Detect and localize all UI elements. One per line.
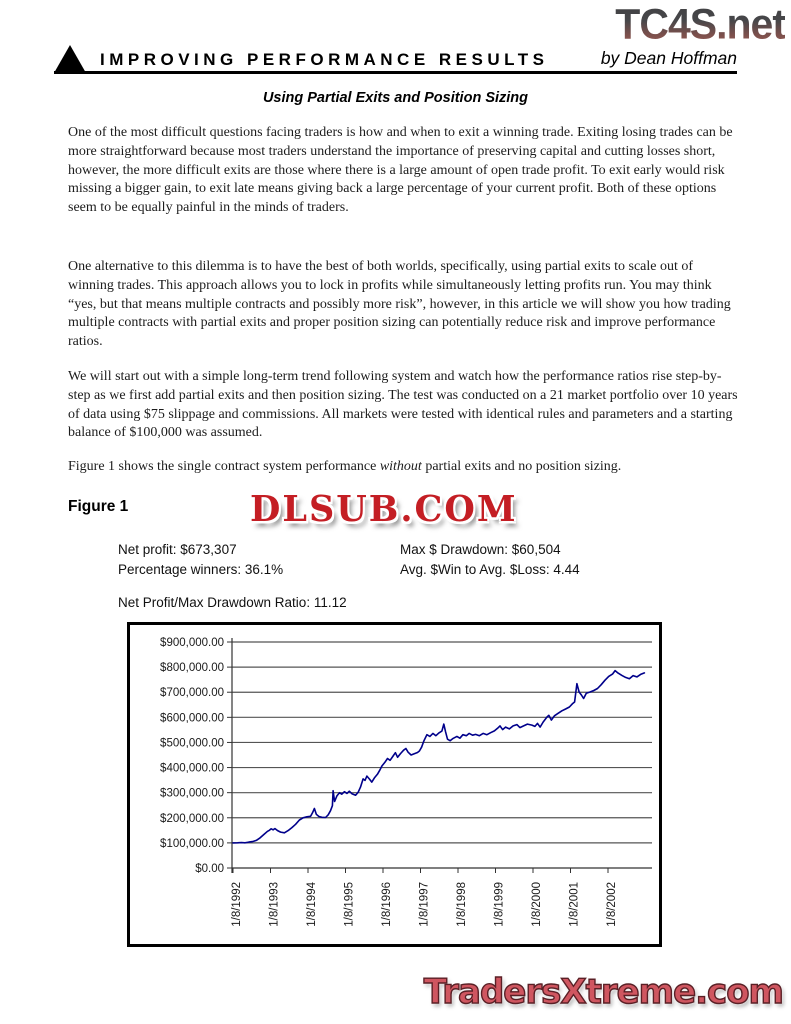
stat-avg-win-loss: Avg. $Win to Avg. $Loss: 4.44: [400, 562, 580, 577]
svg-text:$300,000.00: $300,000.00: [160, 787, 224, 800]
svg-text:1/8/1998: 1/8/1998: [456, 882, 469, 927]
svg-text:1/8/1996: 1/8/1996: [381, 882, 394, 927]
svg-text:$100,000.00: $100,000.00: [160, 837, 224, 850]
figure-note-pre: Figure 1 shows the single contract system performance: [68, 459, 380, 474]
paragraph-3: We will start out with a simple long-term trend following system and watch how the performance ratios rise step-by-step as we first add partial exits and then position sizing. The test was conducted on a 21 market portfolio over 10 years of data using $75 slippage and commissions. All markets were tested with identical rules and parameters and a starting balance of $100,000 was assumed.: [68, 369, 738, 441]
stat-pct-winners: Percentage winners: 36.1%: [118, 562, 284, 577]
stat-net-profit: Net profit: $673,307: [118, 542, 237, 557]
svg-text:$900,000.00: $900,000.00: [160, 637, 224, 649]
figure-stats: [118, 540, 678, 580]
triangle-icon: [54, 45, 86, 73]
stat-ratio: Net Profit/Max Drawdown Ratio: 11.12: [118, 595, 347, 610]
svg-text:$600,000.00: $600,000.00: [160, 712, 224, 725]
tradersxtreme-logo[interactable]: TradersXtreme.com: [423, 972, 783, 1012]
svg-text:1/8/1999: 1/8/1999: [493, 882, 506, 927]
dlsub-watermark[interactable]: DLSUB.COM: [250, 488, 518, 531]
paragraph-2: One alternative to this dilemma is to have the best of both worlds, specifically, using partial exits to scale out of winning trades. This approach allows you to lock in profits while simultaneously letting profits run. You may think “yes, but that means multiple contracts and possibly more risk”, however, in this article we will show you how trading multiple contracts with partial exits and proper position sizing can potentially reduce risk and improve performance ratios.: [68, 259, 731, 350]
stat-max-drawdown: Max $ Drawdown: $60,504: [400, 542, 561, 557]
figure-note-post: partial exits and no position sizing.: [421, 459, 622, 474]
figure-label: Figure 1: [68, 498, 129, 515]
svg-text:1/8/1997: 1/8/1997: [418, 882, 431, 927]
svg-text:$800,000.00: $800,000.00: [160, 662, 224, 675]
svg-text:1/8/1994: 1/8/1994: [306, 882, 319, 927]
tc4s-logo[interactable]: TC4S.net: [615, 0, 785, 48]
svg-text:$0.00: $0.00: [195, 863, 224, 875]
svg-text:1/8/1992: 1/8/1992: [231, 882, 244, 927]
svg-text:1/8/2000: 1/8/2000: [531, 882, 544, 927]
svg-text:1/8/2002: 1/8/2002: [606, 882, 619, 927]
paragraph-1: One of the most difficult questions facing traders is how and when to exit a winning trade. Exiting losing trades can be more straightforward because most traders understand the importance of preserving capital and cutting losses short, however, the more difficult exits are those where there is a large amount of open trade profit. To exit early would risk missing a bigger gain, to exit late means giving back a large percentage of your current profit. Both of these options seem to be equally painful in the minds of traders.: [68, 125, 733, 216]
byline: by Dean Hoffman: [600, 48, 737, 68]
article-title: Using Partial Exits and Position Sizing: [262, 90, 529, 106]
paragraph-figure-note: [68, 458, 740, 477]
figure-note-emphasis: without: [379, 459, 422, 474]
equity-curve-chart: [127, 622, 662, 947]
svg-text:1/8/1993: 1/8/1993: [268, 882, 281, 927]
svg-text:1/8/2001: 1/8/2001: [568, 882, 581, 927]
svg-text:$400,000.00: $400,000.00: [160, 762, 224, 775]
section-title: IMPROVING PERFORMANCE RESULTS: [100, 50, 549, 69]
header-rule: [54, 71, 737, 74]
svg-text:$700,000.00: $700,000.00: [160, 687, 224, 700]
svg-text:1/8/1995: 1/8/1995: [343, 882, 356, 927]
svg-text:$500,000.00: $500,000.00: [160, 737, 224, 750]
equity-curve-svg: [130, 625, 659, 944]
svg-text:$200,000.00: $200,000.00: [160, 812, 224, 825]
